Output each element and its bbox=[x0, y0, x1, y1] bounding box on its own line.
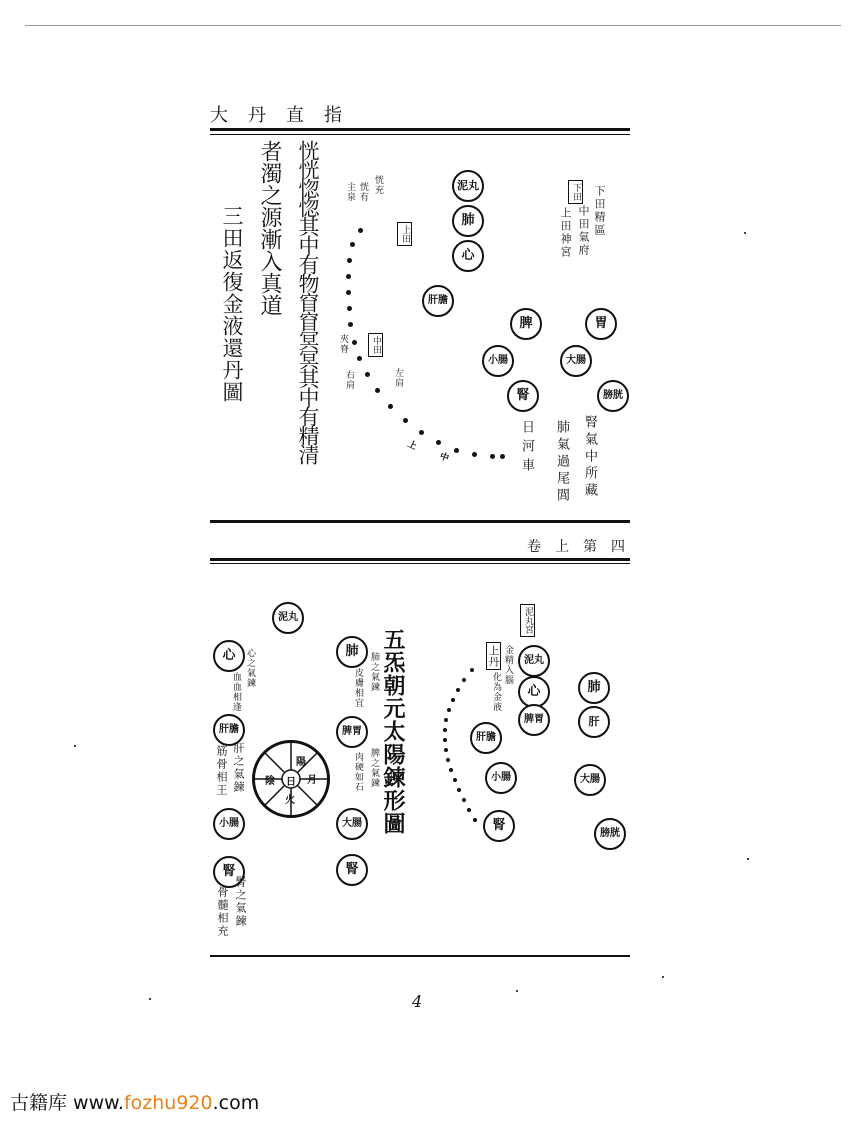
label-gold-liquid: 化為金液 bbox=[491, 672, 501, 712]
annot-mid-1: 左肩 bbox=[393, 368, 403, 388]
bottom-kidney-circle: 腎 bbox=[213, 856, 245, 888]
bottom-lung-circle: 肺 bbox=[336, 636, 368, 668]
box-lower-field: 下田 bbox=[568, 180, 583, 204]
rule-mid-2 bbox=[210, 558, 630, 561]
organ-kidney-circle: 腎 bbox=[507, 380, 539, 412]
bottom-kidney-circle-2: 腎 bbox=[336, 854, 368, 886]
scan-speck bbox=[149, 998, 151, 1000]
page-number: 4 bbox=[412, 992, 423, 1011]
annot-left-1: 恍充 bbox=[373, 175, 383, 195]
far-right-large-intestine-circle: 大腸 bbox=[574, 764, 606, 796]
right-niwan-circle: 泥丸 bbox=[518, 645, 550, 677]
annot-kidney-1: 腎氣中所藏 bbox=[582, 415, 597, 500]
right-small-intestine-circle: 小腸 bbox=[485, 762, 517, 794]
box-niwan-palace: 泥丸宮 bbox=[520, 604, 535, 637]
wheel-label-3: 日 bbox=[286, 777, 296, 788]
rule-mid-3 bbox=[210, 563, 630, 564]
bottom-small-intestine-circle: 小腸 bbox=[213, 808, 245, 840]
rule-top-1 bbox=[210, 128, 630, 131]
label-kidney-marrow: 骨髓相充 bbox=[216, 886, 229, 938]
bottom-liver-circle: 肝膽 bbox=[213, 714, 245, 746]
annot-mid-3: 右肩 bbox=[344, 370, 354, 390]
wheel-label-2: 陰 bbox=[265, 776, 275, 787]
scan-speck bbox=[747, 858, 749, 860]
wheel-label-5: 火 bbox=[285, 795, 295, 806]
organ-stomach-circle: 胃 bbox=[585, 308, 617, 340]
organ-lung-circle: 肺 bbox=[452, 205, 484, 237]
organ-heart-circle: 心 bbox=[452, 240, 484, 272]
chapter-label: 卷上第四 bbox=[527, 539, 639, 555]
scan-speck bbox=[744, 232, 746, 234]
label-lung-refine: 肺之氣鍊 bbox=[369, 652, 379, 692]
label-liver-refine: 肝之氣鍊 bbox=[232, 742, 245, 794]
rule-bottom bbox=[210, 955, 630, 957]
far-right-liver-circle: 肝 bbox=[578, 706, 610, 738]
label-lung-skin: 皮膚相宜 bbox=[353, 668, 363, 708]
right-heart-circle: 心 bbox=[518, 676, 550, 708]
right-kidney-circle: 腎 bbox=[483, 810, 515, 842]
organ-niwan-circle: 泥丸 bbox=[452, 170, 484, 202]
page-header-title: 大丹直指 bbox=[210, 105, 362, 126]
watermark-suffix: .com bbox=[212, 1092, 260, 1114]
arc-label-2: 中 bbox=[438, 451, 450, 465]
label-gold-essence: 金精入腦 bbox=[503, 645, 513, 685]
top-figure-title: 三田返復金液還丹圖 bbox=[220, 205, 244, 403]
wheel-label-1: 陽 bbox=[296, 757, 306, 768]
annot-left-2: 恍有 bbox=[358, 182, 368, 202]
verse-line-2: 者濁之源漸入真道 bbox=[257, 140, 282, 316]
scan-speck bbox=[662, 976, 664, 978]
annot-left-3: 主泉 bbox=[345, 182, 355, 202]
annot-kidney-2: 肺氣過尾閭 bbox=[554, 420, 569, 505]
label-heart-refine: 心之氣鍊 bbox=[245, 648, 255, 688]
watermark-prefix: 古籍库 www. bbox=[10, 1092, 124, 1114]
bottom-niwan-circle: 泥丸 bbox=[272, 602, 304, 634]
scan-speck bbox=[516, 990, 518, 992]
label-liver-bone: 筋骨相王 bbox=[215, 745, 228, 797]
watermark-site: fozhu920 bbox=[123, 1092, 213, 1114]
annot-mid-2: 夾脊 bbox=[338, 334, 348, 354]
far-right-bladder-circle: 膀胱 bbox=[594, 818, 626, 850]
annot-right-2: 中田氣府 bbox=[577, 205, 590, 257]
label-kidney-refine: 腎之氣鍊 bbox=[234, 876, 247, 928]
bottom-figure-title: 五炁朝元太陽鍊形圖 bbox=[380, 628, 406, 835]
wheel-label-4: 月 bbox=[307, 775, 317, 786]
organ-small-intestine-circle: 小腸 bbox=[482, 345, 514, 377]
far-right-lung-circle: 肺 bbox=[578, 672, 610, 704]
box-middle-field: 中田 bbox=[368, 333, 383, 357]
annot-right-1: 下田精區 bbox=[593, 185, 606, 237]
scan-speck bbox=[74, 745, 76, 747]
bottom-heart-circle: 心 bbox=[213, 640, 245, 672]
sun-wheel bbox=[252, 740, 330, 818]
organ-spleen-circle: 脾 bbox=[510, 308, 542, 340]
box-upper-field: 上田 bbox=[397, 222, 412, 246]
label-spleen-flesh: 肉硬如石 bbox=[353, 752, 363, 792]
organ-liver-circle: 肝膽 bbox=[422, 285, 454, 317]
arc-label-1: 上 bbox=[405, 439, 419, 453]
right-spleen-circle: 脾胃 bbox=[518, 704, 550, 736]
label-heart-blood: 血血相逢 bbox=[231, 672, 241, 712]
top-rule bbox=[25, 25, 841, 26]
annot-right-3: 上田神宮 bbox=[559, 207, 572, 259]
organ-large-intestine-circle: 大腸 bbox=[560, 345, 592, 377]
bottom-large-intestine-circle: 大腸 bbox=[336, 808, 368, 840]
annot-river: 日河車 bbox=[519, 420, 534, 477]
verse-line-1: 恍恍惚惚其中有物窅窅冥冥其中有精清 bbox=[296, 140, 320, 463]
organ-bladder-circle: 膀胱 bbox=[597, 380, 629, 412]
label-spleen-refine: 脾之氣鍊 bbox=[369, 748, 379, 788]
box-upper-dan: 上丹 bbox=[486, 642, 501, 670]
site-watermark bbox=[10, 1088, 259, 1115]
rule-mid-1 bbox=[210, 520, 630, 523]
right-liver-circle: 肝膽 bbox=[470, 722, 502, 754]
rule-top-2 bbox=[210, 134, 630, 135]
bottom-spleen-circle: 脾胃 bbox=[336, 716, 368, 748]
